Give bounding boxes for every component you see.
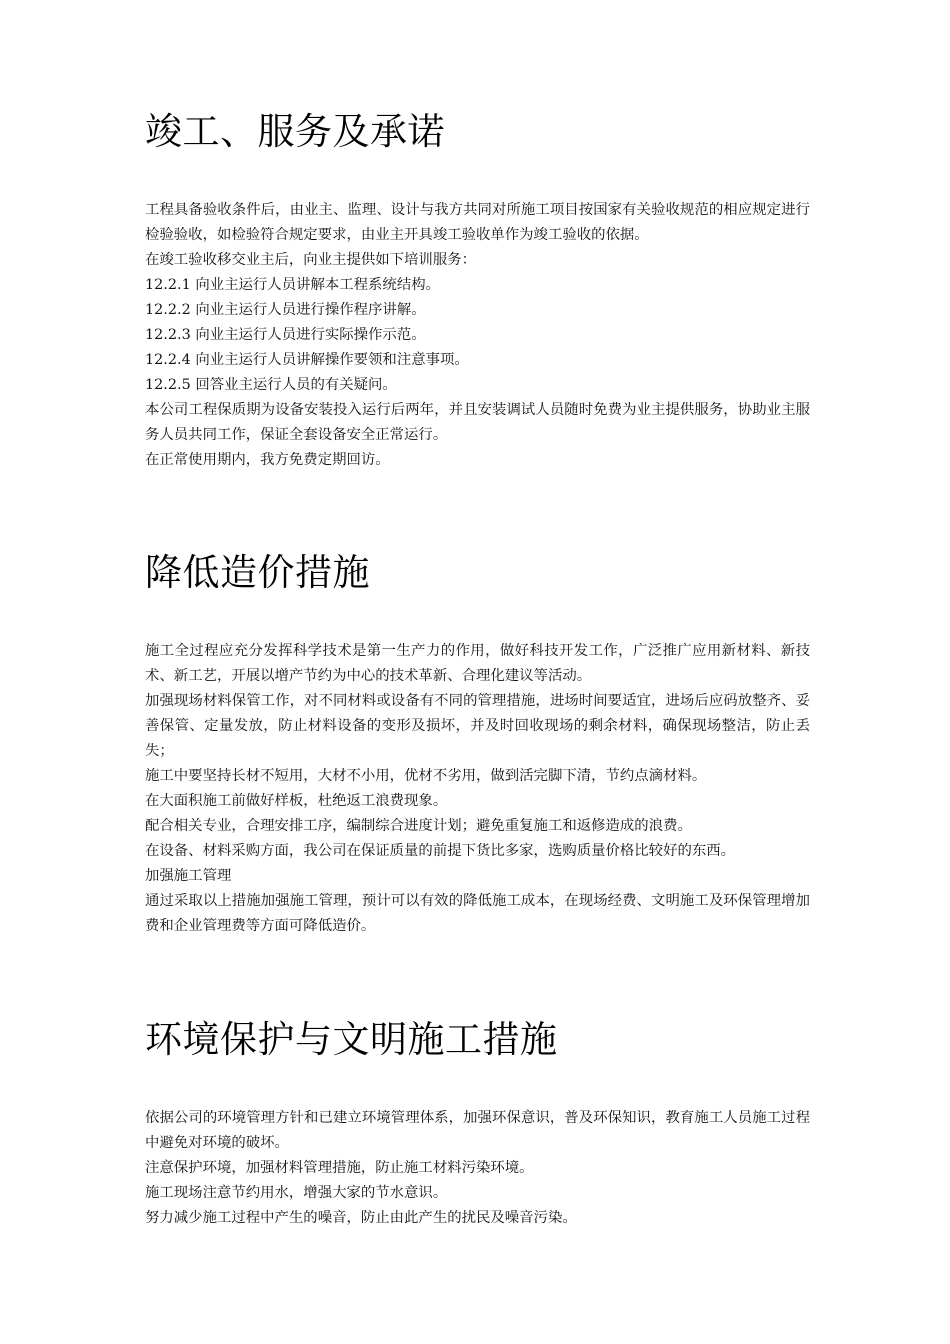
paragraph: 工程具备验收条件后，由业主、监理、设计与我方共同对所施工项目按国家有关验收规范的相应规定进行检验验收，如检验符合规定要求，由业主开具竣工验收单作为竣工验收的依据。 (145, 202, 810, 243)
paragraph: 本公司工程保质期为设备安装投入运行后两年，并且安装调试人员随时免费为业主提供服务，协助业主服务人员共同工作，保证全套设备安全正常运行。 (145, 402, 810, 443)
paragraph: 施工现场注意节约用水，增强大家的节水意识。 (145, 1185, 448, 1201)
paragraph: 在竣工验收移交业主后，向业主提供如下培训服务： (145, 252, 476, 268)
paragraph: 努力减少施工过程中产生的噪音，防止由此产生的扰民及噪音污染。 (145, 1210, 577, 1226)
paragraph: 在正常使用期内，我方免费定期回访。 (145, 452, 390, 468)
paragraph: 在大面积施工前做好样板，杜绝返工浪费现象。 (145, 793, 448, 809)
paragraph: 12.2.5 回答业主运行人员的有关疑问。 (145, 377, 397, 393)
section-body (145, 198, 810, 473)
paragraph: 12.2.4 向业主运行人员讲解操作要领和注意事项。 (145, 352, 469, 368)
section-completion-service (145, 110, 810, 473)
paragraph: 12.2.1 向业主运行人员讲解本工程系统结构。 (145, 277, 440, 293)
section-heading: 降低造价措施 (145, 551, 370, 594)
section-environmental-protection (145, 1018, 810, 1231)
paragraph: 通过采取以上措施加强施工管理，预计可以有效的降低施工成本，在现场经费、文明施工及环保管理增加费和企业管理费等方面可降低造价。 (145, 893, 810, 934)
section-heading: 竣工、服务及承诺 (145, 110, 445, 153)
section-cost-reduction (145, 551, 810, 939)
paragraph: 加强现场材料保管工作，对不同材料或设备有不同的管理措施，进场时间要适宜，进场后应码放整齐、妥善保管、定量发放，防止材料设备的变形及损坏，并及时回收现场的剩余材料，确保现场整洁，防止丢失； (145, 693, 810, 759)
paragraph: 配合相关专业，合理安排工序，编制综合进度计划；避免重复施工和返修造成的浪费。 (145, 818, 692, 834)
paragraph: 加强施工管理 (145, 868, 232, 884)
paragraph: 施工中要坚持长材不短用，大材不小用，优材不劣用，做到活完脚下清，节约点滴材料。 (145, 768, 707, 784)
paragraph: 在设备、材料采购方面，我公司在保证质量的前提下货比多家，选购质量价格比较好的东西。 (145, 843, 736, 859)
section-body (145, 1106, 810, 1231)
paragraph: 施工全过程应充分发挥科学技术是第一生产力的作用，做好科技开发工作，广泛推广应用新材料、新技术、新工艺，开展以增产节约为中心的技术革新、合理化建议等活动。 (145, 643, 810, 684)
paragraph: 12.2.3 向业主运行人员进行实际操作示范。 (145, 327, 426, 343)
paragraph: 依据公司的环境管理方针和已建立环境管理体系，加强环保意识，普及环保知识，教育施工人员施工过程中避免对环境的破坏。 (145, 1110, 810, 1151)
paragraph: 12.2.2 向业主运行人员进行操作程序讲解。 (145, 302, 426, 318)
paragraph: 注意保护环境，加强材料管理措施，防止施工材料污染环境。 (145, 1160, 534, 1176)
section-body (145, 639, 810, 939)
section-heading: 环境保护与文明施工措施 (145, 1018, 558, 1061)
